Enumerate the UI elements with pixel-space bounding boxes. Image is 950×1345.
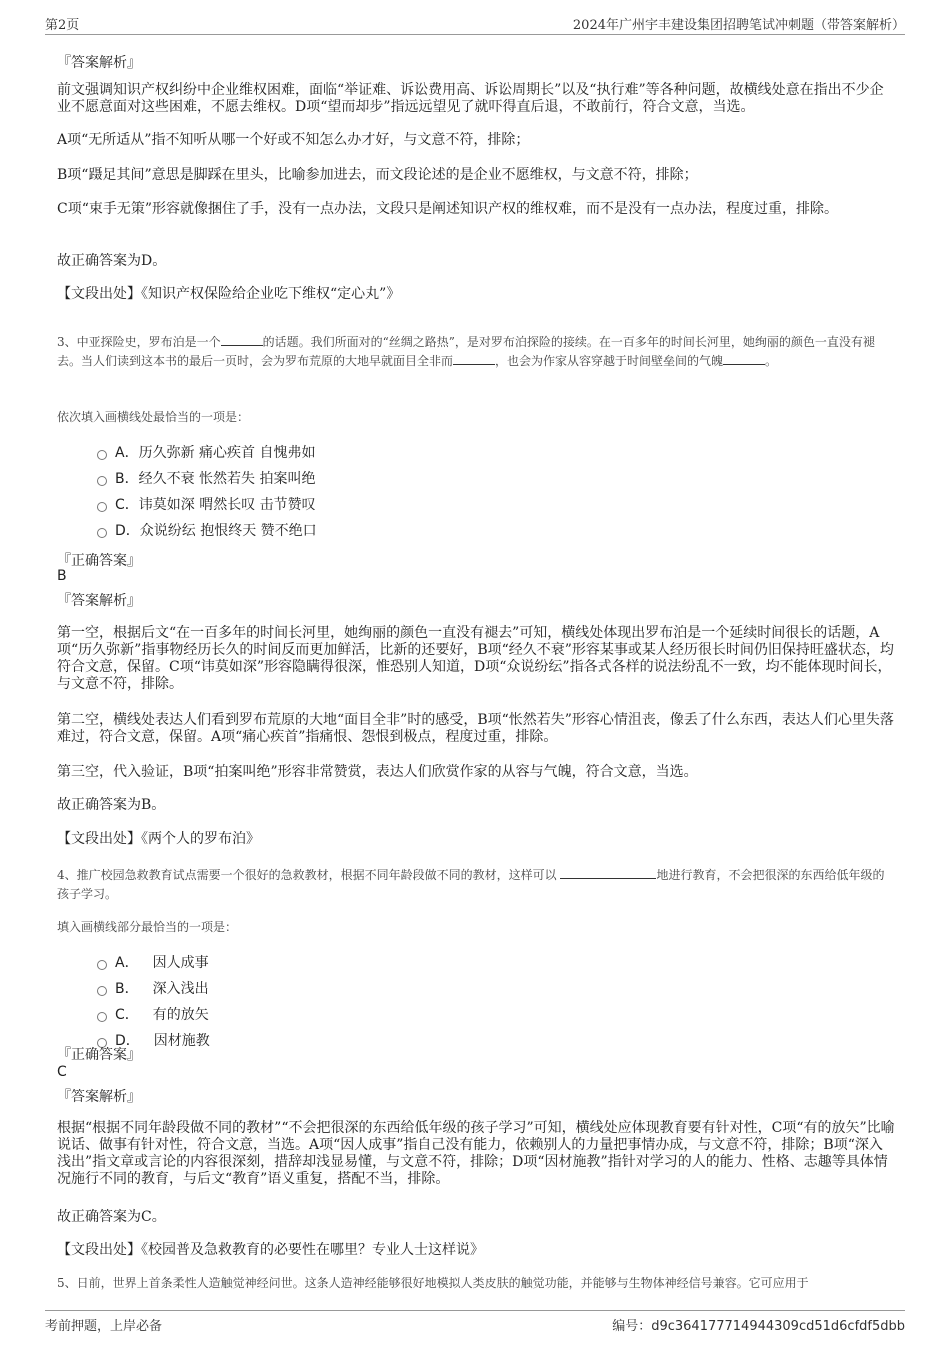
q4-conclusion: 故正确答案为C。 (57, 1209, 166, 1225)
q3-analysis-para2: 第二空，横线处表达人们看到罗布荒原的大地“面目全非”时的感受，B项“怅然若失”形容心情沮丧，像丢了什么东西，表达人们心里失落难过，符合文意，保留。A项“痛心疾首”指痛恨、怨恨到极点，程度过重，排除。 (57, 712, 894, 745)
q4-option-d-letter: D． (115, 1033, 140, 1049)
q4-source: 【文段出处】《校园普及急救教育的必要性在哪里？专业人士这样说》 (57, 1242, 484, 1258)
q3-answer: B (57, 568, 67, 584)
q3-option-a-text: 历久弥新 痛心疾首 自愧弗如 (138, 445, 316, 461)
q2-source: 【文段出处】《知识产权保险给企业吃下维权“定心丸”》 (57, 286, 401, 302)
q4-analysis-para1: 根据“根据不同年龄段做不同的教材”“不会把很深的东西给低年级的孩子学习”可知，横线处应体现教育要有针对性，C项“有的放矢”比喻说话、做事有针对性，符合文意，当选。A项“因人成事”指自己没有能力，依赖别人的力量把事情办成，与文意不符，排除；B项“深入浅出”指文章或言论的内容很深刻，措辞却浅显易懂，与文意不符，排除；D项“因材施教”指针对学习的人的能力、性格、志趣等具体情况施行不同的教育，与后文“教育”语义重复，搭配不当，排除。 (57, 1120, 895, 1187)
q3-blank-3 (723, 352, 765, 365)
q4-stem (57, 866, 895, 904)
q3-option-c-text: 讳莫如深 喟然长叹 击节赞叹 (138, 497, 316, 513)
q4-instruction: 填入画横线部分最恰当的一项是： (57, 920, 238, 934)
q3-option-b[interactable] (97, 469, 316, 489)
page-header (45, 14, 905, 35)
q3-stem-part2: 的话题。我们所面对的“丝绸之路热”，是对罗布泊探险的接续。在一百多年的时间长河里，她绚丽的颜色一直没有褪去。当人们读到这本书的最后一页时，会为罗布荒原的大地早就面目全非而 (57, 335, 875, 368)
page-footer (45, 1310, 905, 1335)
footer-slogan: 考前押题，上岸必备 (45, 1319, 163, 1334)
radio-icon[interactable] (97, 450, 107, 460)
q4-stem-part1: 4、推广校园急救教育试点需要一个很好的急救教材，根据不同年龄段做不同的教材，这样可以 (57, 868, 561, 882)
q3-option-d-text: 众说纷纭 抱恨终天 赞不绝口 (139, 523, 317, 539)
radio-icon[interactable] (97, 502, 107, 512)
q2-analysis-label: 『答案解析』 (57, 55, 141, 71)
q3-option-c-letter: C． (115, 497, 139, 513)
q4-option-b-text: 深入浅出 (152, 981, 209, 997)
q3-stem (57, 333, 895, 371)
q3-instruction: 依次填入画横线处最恰当的一项是： (57, 410, 250, 424)
radio-icon[interactable] (97, 960, 107, 970)
q3-option-a[interactable] (97, 443, 315, 463)
radio-icon[interactable] (97, 986, 107, 996)
document-title: 2024年广州宇丰建设集团招聘笔试冲刺题（带答案解析） (572, 18, 905, 33)
q3-option-d-letter: D． (115, 523, 140, 539)
q3-stem-part1: 3、中亚探险史，罗布泊是一个 (57, 335, 221, 349)
document-code-value: d9c364177714944309cd51d6cfdf5dbb (651, 1319, 905, 1334)
q4-answer: C (57, 1064, 67, 1080)
q3-analysis-para1: 第一空，根据后文“在一百多年的时间长河里，她绚丽的颜色一直没有褪去”可知，横线处体现出罗布泊是一个延续时间很长的话题，A项“历久弥新”指事物经历长久的时间反而更加鲜活，比新的还要好，B项“经久不衰”形容某事或某人经历很长时间仍旧保持旺盛状态，均符合文意，保留。C项“讳莫如深”形容隐瞒得很深，惟恐别人知道，D项“众说纷纭”指各式各样的说法纷乱不一致，均不能体现时间长，与文意不符，排除。 (57, 625, 894, 692)
q3-option-b-letter: B． (115, 471, 139, 487)
document-code-label: 编号： (612, 1319, 652, 1334)
q2-conclusion: 故正确答案为D。 (57, 253, 167, 269)
radio-icon[interactable] (97, 1012, 107, 1022)
q4-option-c-text: 有的放矢 (152, 1007, 209, 1023)
q3-option-d[interactable] (97, 521, 317, 541)
radio-icon[interactable] (97, 528, 107, 538)
q2-analysis-para1: 前文强调知识产权纠纷中企业维权困难，面临“举证难、诉讼费用高、诉讼周期长”以及“执行难”等各种问题，故横线处意在指出不少企业不愿意面对这些困难，不愿去维权。D项“望而却步”指远远望见了就吓得直后退，不敢前行，符合文意，当选。 (57, 82, 884, 115)
q3-analysis-label: 『答案解析』 (57, 593, 141, 609)
q4-option-c[interactable] (97, 1005, 209, 1025)
page-number: 第2页 (45, 18, 80, 33)
q3-blank-1 (221, 333, 263, 346)
q3-stem-part4: 。 (765, 354, 778, 368)
document-code (612, 1315, 905, 1334)
q3-option-b-text: 经久不衰 怅然若失 拍案叫绝 (138, 471, 316, 487)
q2-analysis-option-c: C项“束手无策”形容就像捆住了手，没有一点办法，文段只是阐述知识产权的维权难，而不是没有一点办法，程度过重，排除。 (57, 201, 839, 217)
q4-option-a[interactable] (97, 953, 209, 973)
q4-blank (560, 866, 656, 879)
q4-option-b[interactable] (97, 979, 209, 999)
q4-option-a-letter: A． (115, 955, 139, 971)
q4-correct-label: 『正确答案』 (57, 1047, 141, 1063)
q3-option-c[interactable] (97, 495, 316, 515)
q3-blank-2 (453, 352, 495, 365)
q4-option-c-letter: C． (115, 1007, 139, 1023)
q3-source: 【文段出处】《两个人的罗布泊》 (57, 831, 260, 847)
q2-analysis-option-b: B项“蹑足其间”意思是脚踩在里头，比喻参加进去，而文段论述的是企业不愿维权，与文意不符，排除； (57, 167, 698, 183)
q4-analysis-label: 『答案解析』 (57, 1089, 141, 1105)
q4-option-d-text: 因材施教 (153, 1033, 210, 1049)
q3-stem-part3: ，也会为作家从容穿越于时间壁垒间的气魄 (495, 354, 724, 368)
q4-option-a-text: 因人成事 (152, 955, 209, 971)
radio-icon[interactable] (97, 476, 107, 486)
q3-conclusion: 故正确答案为B。 (57, 797, 166, 813)
q5-stem: 5、日前，世界上首条柔性人造触觉神经问世。这条人造神经能够很好地模拟人类皮肤的触觉功能，并能够与生物体神经信号兼容。它可应用于 (57, 1276, 809, 1290)
q2-analysis-option-a: A项“无所适从”指不知听从哪一个好或不知怎么办才好，与文意不符，排除； (57, 132, 530, 148)
q3-analysis-para3: 第三空，代入验证，B项“拍案叫绝”形容非常赞赏，表达人们欣赏作家的从容与气魄，符合文意，当选。 (57, 764, 698, 780)
q4-stem-part2: 地进行教育，不会把很深的东西给低年级的孩子学习。 (57, 868, 885, 901)
q3-correct-label: 『正确答案』 (57, 553, 141, 569)
q3-option-a-letter: A． (115, 445, 139, 461)
q4-option-b-letter: B． (115, 981, 139, 997)
